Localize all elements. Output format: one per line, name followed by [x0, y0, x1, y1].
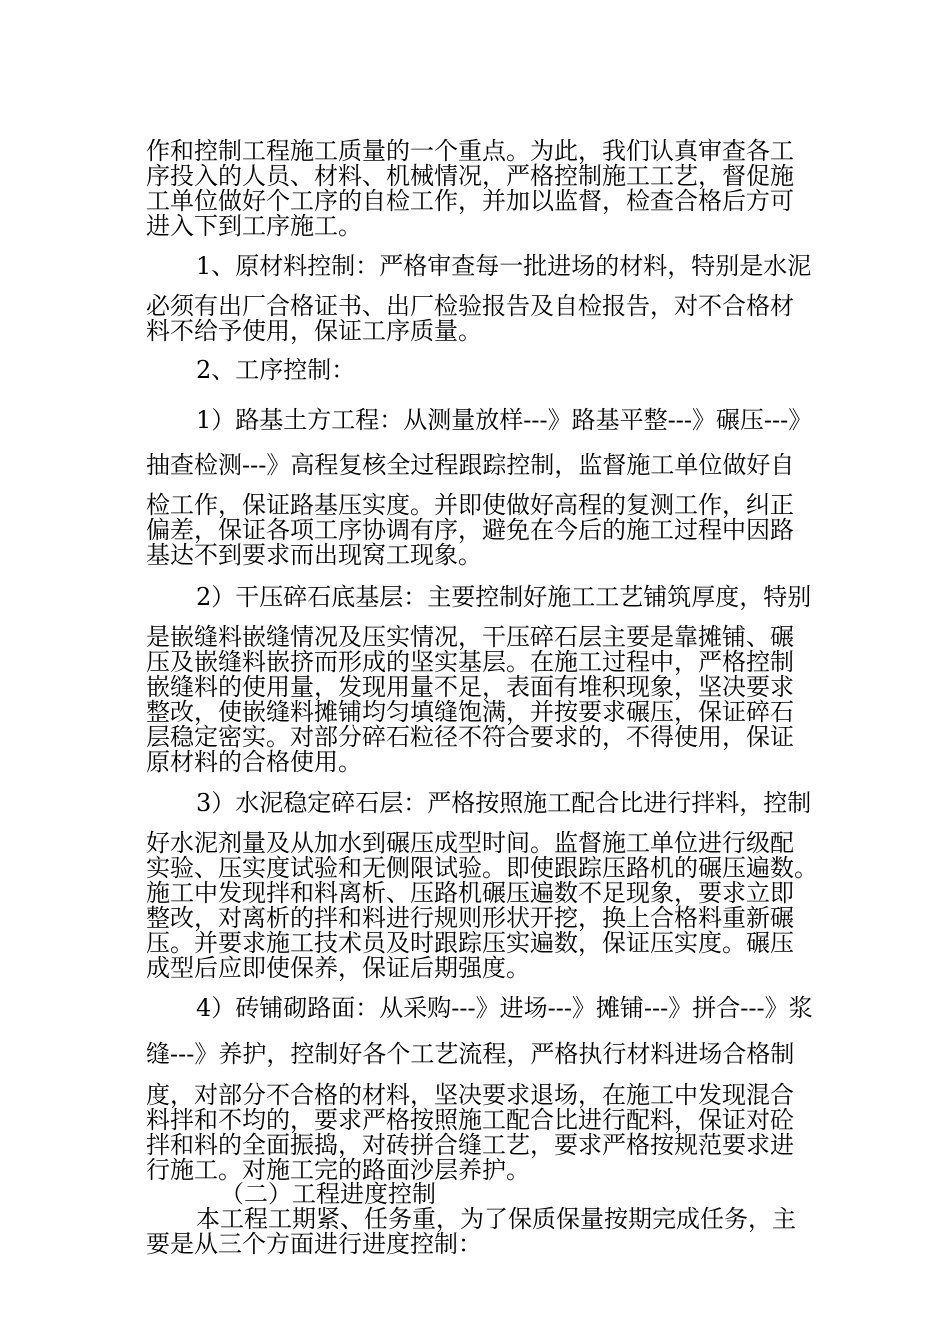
text-line: 层稳定密实。对部分碎石粒径不符合要求的，不得使用，保证	[146, 723, 794, 751]
text-line: 基达不到要求而出现窝工现象。	[146, 541, 482, 569]
text-line: 整改，对离析的拌和料进行规则形状开挖，换上合格料重新碾	[146, 904, 794, 932]
text-line: 成型后应即使保养，保证后期强度。	[146, 954, 530, 982]
text-line: 料不给予使用，保证工序质量。	[146, 317, 482, 345]
text-line: 行施工。对施工完的路面沙层养护。	[146, 1156, 530, 1184]
text-line: 2）干压碎石底基层：主要控制好施工工艺铺筑厚度，特别	[196, 583, 812, 611]
text-line: 序投入的人员、材料、机械情况，严格控制施工工艺，督促施	[146, 162, 794, 190]
text-line: 2、工序控制：	[196, 356, 356, 384]
text-line: 整改，使嵌缝料摊铺均匀填缝饱满，并按要求碾压，保证碎石	[146, 698, 794, 726]
text-line: 好水泥剂量及从加水到碾压成型时间。监督施工单位进行级配	[146, 829, 794, 857]
text-line: 作和控制工程施工质量的一个重点。为此，我们认真审查各工	[146, 137, 794, 165]
text-line: 实验、压实度试验和无侧限试验。即使跟踪压路机的碾压遍数。	[146, 854, 818, 882]
text-line: 原材料的合格使用。	[146, 748, 362, 776]
text-line: 1、原材料控制：严格审查每一批进场的材料，特别是水泥	[196, 252, 812, 280]
text-line: 施工中发现拌和料离析、压路机碾压遍数不足现象，要求立即	[146, 879, 794, 907]
text-line: 必须有出厂合格证书、出厂检验报告及自检报告，对不合格材	[146, 292, 794, 320]
text-line: 4）砖铺砌路面：从采购---》进场---》摊铺---》拼合---》浆	[196, 994, 813, 1022]
text-line: 度，对部分不合格的材料，坚决要求退场，在施工中发现混合	[146, 1081, 794, 1109]
text-line: 嵌缝料的使用量，发现用量不足，表面有堆积现象，坚决要求	[146, 673, 794, 701]
text-line: 1）路基土方工程：从测量放样---》路基平整---》碾压---》	[196, 406, 813, 434]
text-line: 进入下到工序施工。	[146, 212, 362, 240]
text-line: 要是从三个方面进行进度控制：	[146, 1230, 482, 1258]
text-line: 检工作，保证路基压实度。并即使做好高程的复测工作，纠正	[146, 491, 794, 519]
text-line: 料拌和不均的，要求严格按照施工配合比进行配料，保证对砼	[146, 1106, 794, 1134]
text-line: 拌和料的全面振捣，对砖拼合缝工艺，要求严格按规范要求进	[146, 1131, 794, 1159]
text-line: 3）水泥稳定碎石层：严格按照施工配合比进行拌料，控制	[196, 789, 812, 817]
section-heading: （二）工程进度控制	[220, 1180, 436, 1208]
text-line: 压及嵌缝料嵌挤而形成的坚实基层。在施工过程中，严格控制	[146, 648, 794, 676]
text-line: 缝---》养护，控制好各个工艺流程，严格执行材料进场合格制	[146, 1040, 795, 1068]
text-line: 偏差，保证各项工序协调有序，避免在今后的施工过程中因路	[146, 516, 794, 544]
text-line: 压。并要求施工技术员及时跟踪压实遍数，保证压实度。碾压	[146, 929, 794, 957]
text-line: 是嵌缝料嵌缝情况及压实情况，干压碎石层主要是靠摊铺、碾	[146, 623, 794, 651]
text-line: 抽查检测---》高程复核全过程跟踪控制，监督施工单位做好自	[146, 451, 795, 479]
text-line: 本工程工期紧、任务重，为了保质保量按期完成任务，主	[196, 1205, 796, 1233]
text-line: 工单位做好个工序的自检工作，并加以监督，检查合格后方可	[146, 187, 794, 215]
